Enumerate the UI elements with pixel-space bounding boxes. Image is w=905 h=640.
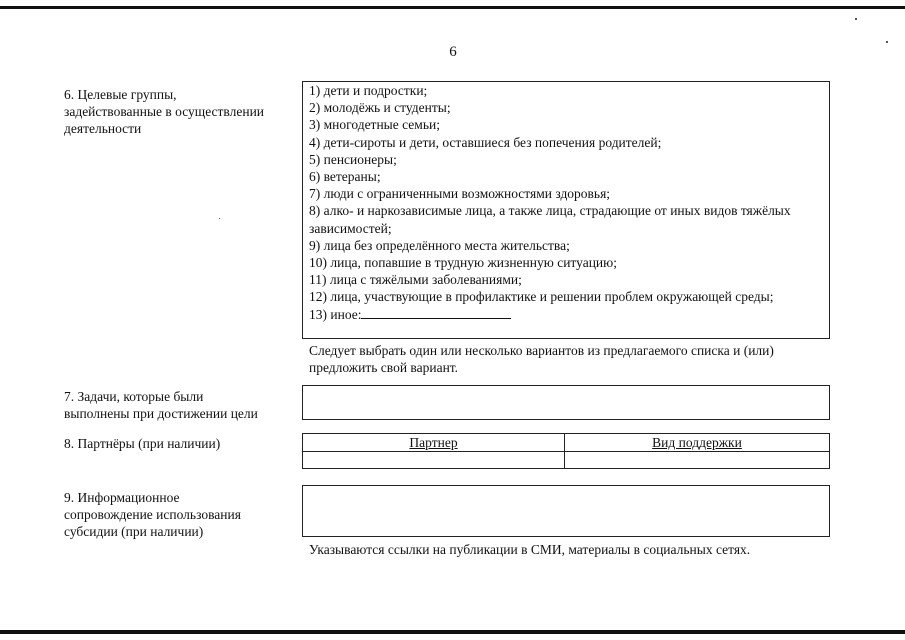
label-line: выполнены при достижении цели: [64, 406, 258, 421]
partners-table: [302, 433, 830, 469]
label-line: 9. Информационное: [64, 490, 180, 505]
option-item[interactable]: 9) лица без определённого места жительства;: [309, 237, 570, 253]
info-support-hint: Указываются ссылки на публикации в СМИ, материалы в социальных сетях.: [309, 542, 751, 557]
label-line: сопровождение использования: [64, 507, 241, 522]
option-item[interactable]: 12) лица, участвующие в профилактике и решении проблем окружающей среды;: [309, 289, 774, 305]
option-item[interactable]: 6) ветераны;: [309, 169, 381, 185]
partner-cell[interactable]: [303, 452, 565, 469]
label-line: 7. Задачи, которые были: [64, 389, 204, 404]
option-item-other[interactable]: [309, 306, 829, 323]
label-line: деятельности: [64, 121, 142, 136]
label-line: задействованные в осуществлении: [64, 104, 265, 119]
option-item[interactable]: 8) алко- и наркозависимые лица, а также лица, страдающие от иных видов тяжёлых зависимостей;: [309, 203, 791, 236]
scan-speck: [855, 18, 857, 20]
option-item[interactable]: 10) лица, попавшие в трудную жизненную ситуацию;: [309, 255, 617, 271]
scan-speck: [219, 218, 220, 219]
target-groups-hint: Следует выбрать один или несколько вариантов из предлагаемого списка и (или) предложить свой вариант.: [309, 343, 774, 375]
option-item[interactable]: 7) люди с ограниченными возможностями здоровья;: [309, 186, 611, 202]
column-header-support-type: Вид поддержки: [565, 434, 830, 452]
top-rule: [0, 6, 905, 9]
partners-label: 8. Партнёры (при наличии): [64, 436, 221, 451]
support-type-cell[interactable]: [565, 452, 830, 469]
info-support-label: [64, 489, 294, 540]
target-groups-list: [303, 82, 829, 323]
page-number: 6: [449, 44, 457, 60]
label-line: субсидии (при наличии): [64, 524, 204, 539]
tasks-label: [64, 388, 294, 422]
table-row: [303, 452, 830, 469]
tasks-field[interactable]: [302, 385, 830, 420]
scan-speck: [886, 41, 888, 43]
option-item[interactable]: 4) дети-сироты и дети, оставшиеся без попечения родителей;: [309, 134, 662, 150]
target-groups-box: [302, 81, 830, 339]
option-item[interactable]: 1) дети и подростки;: [309, 83, 428, 98]
target-groups-label: [64, 86, 294, 137]
other-input-line[interactable]: [361, 306, 511, 319]
column-header-partner: Партнер: [303, 434, 565, 452]
option-item[interactable]: 3) многодетные семьи;: [309, 117, 440, 133]
option-item[interactable]: 2) молодёжь и студенты;: [309, 100, 451, 116]
option-other-label: 13) иное:: [309, 306, 362, 322]
info-support-field[interactable]: [302, 485, 830, 537]
bottom-rule: [0, 630, 905, 634]
label-line: 6. Целевые группы,: [64, 87, 177, 102]
table-header-row: [303, 434, 830, 452]
option-item[interactable]: 5) пенсионеры;: [309, 151, 397, 167]
option-item[interactable]: 11) лица с тяжёлыми заболеваниями;: [309, 272, 522, 288]
